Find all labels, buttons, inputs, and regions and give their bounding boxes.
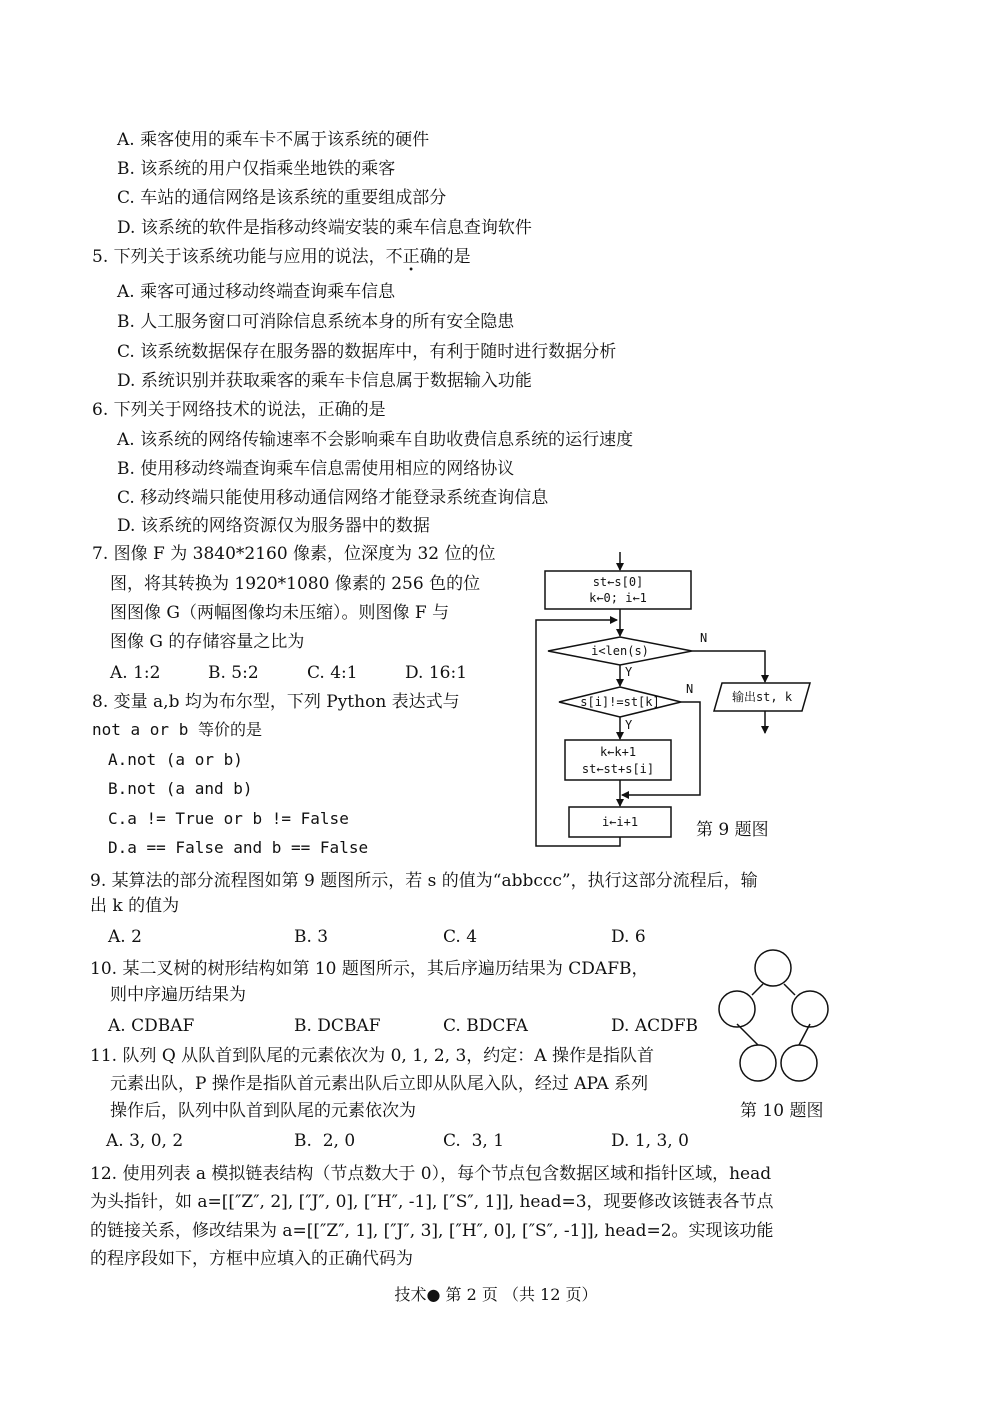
q6-option-a: A. 该系统的网络传输速率不会影响乘车自助收费信息系统的运行速度 (117, 430, 634, 450)
tree-node-root (755, 950, 791, 986)
q7-line-3: 图图像 G（两幅图像均未压缩）。则图像 F 与 (110, 603, 450, 623)
q11-option-a: A. 3, 0, 2 (106, 1131, 184, 1151)
q7-option-a: A. 1:2 (110, 663, 161, 683)
yes-label-2: Y (625, 718, 633, 732)
q10-option-c: C. BDCFA (443, 1016, 528, 1036)
q11-option-c: C. 3, 1 (443, 1131, 505, 1151)
q10-option-d: D. ACDFB (611, 1016, 699, 1036)
q7-option-b: B. 5:2 (208, 663, 259, 683)
q11-line-3: 操作后，队列中队首到队尾的元素依次为 (110, 1101, 416, 1121)
q10-line-2: 则中序遍历结果为 (110, 985, 246, 1005)
q4-option-a: A. 乘客使用的乘车卡不属于该系统的硬件 (117, 130, 430, 150)
q7-option-c: C. 4:1 (307, 663, 358, 683)
tree-node-left (719, 991, 755, 1027)
q6-option-d: D. 该系统的网络资源仅为服务器中的数据 (117, 516, 430, 536)
q11-line-2: 元素出队，P 操作是指队首元素出队后立即从队尾入队，经过 APA 系列 (110, 1074, 649, 1094)
q10-line-1: 10. 某二叉树的树形结构如第 10 题图所示，其后序遍历结果为 CDAFB， (90, 959, 649, 979)
increment-label: i←i+1 (601, 815, 639, 829)
q8-option-a: A.not (a or b) (108, 750, 243, 769)
q12-line-3: 的链接关系，修改结果为 a=[[″Z″, 1], [″J″, 3], [″H″, 0], [″S″, -1]], head=2。实现该功能 (90, 1221, 774, 1241)
q11-option-b: B. 2, 0 (294, 1131, 356, 1151)
q6-option-b: B. 使用移动终端查询乘车信息需使用相应的网络协议 (117, 459, 515, 479)
q4-option-d: D. 该系统的软件是指移动终端安装的乘车信息查询软件 (117, 218, 532, 238)
q8-line-1: 8. 变量 a,b 均为布尔型，下列 Python 表达式与 (92, 692, 460, 712)
q12-line-2: 为头指针，如 a=[[″Z″, 2], [″J″, 0], [″H″, -1], [″S″, 1]], head=3，现要修改该链表各节点 (90, 1192, 774, 1212)
q12-line-4: 的程序段如下，方框中应填入的正确代码为 (90, 1249, 413, 1269)
q5-option-c: C. 该系统数据保存在服务器的数据库中，有利于随时进行数据分析 (117, 342, 617, 362)
q5-option-b: B. 人工服务窗口可消除信息系统本身的所有安全隐患 (117, 312, 515, 332)
q4-option-c: C. 车站的通信网络是该系统的重要组成部分 (117, 188, 447, 208)
no-label-2: N (686, 682, 694, 696)
yes-label-1: Y (625, 665, 633, 679)
compare-condition-label: s[i]!=st[k] (580, 695, 660, 709)
q7-line-2: 图，将其转换为 1920*1080 像素的 256 色的位 (110, 574, 481, 594)
no-label-1: N (700, 631, 708, 645)
q7-option-d: D. 16:1 (405, 663, 468, 683)
q8-option-c: C.a != True or b != False (108, 809, 349, 828)
q6-option-c: C. 移动终端只能使用移动通信网络才能登录系统查询信息 (117, 488, 549, 508)
tree-node-right (792, 991, 828, 1027)
page-footer: 技术● 第 2 页 （共 12 页） (394, 1285, 598, 1304)
q6-stem: 6. 下列关于网络技术的说法，正确的是 (92, 400, 386, 420)
q10-option-a: A. CDBAF (108, 1016, 195, 1036)
figure-10-caption: 第 10 题图 (740, 1101, 824, 1121)
q5-option-d: D. 系统识别并获取乘客的乘车卡信息属于数据输入功能 (117, 371, 532, 391)
loop-condition-label: i<len(s) (591, 644, 649, 658)
q11-option-d: D. 1, 3, 0 (611, 1131, 689, 1151)
q7-line-4: 图像 G 的存储容量之比为 (110, 632, 305, 652)
q10-option-b: B. DCBAF (294, 1016, 381, 1036)
q7-line-1: 7. 图像 F 为 3840*2160 像素，位深度为 32 位的位 (92, 544, 496, 564)
update-line-2: st←st+s[i] (581, 762, 655, 776)
q9-line-1: 9. 某算法的部分流程图如第 9 题图所示，若 s 的值为“abbccc”，执行这部分流程后，输 (90, 871, 758, 891)
q8-option-b: B.not (a and b) (108, 779, 253, 798)
output-label: 输出st, k (731, 690, 793, 704)
q9-option-b: B. 3 (294, 927, 329, 947)
q8-line-2: not a or b 等价的是 (92, 720, 262, 739)
q5-stem-text: 5. 下列关于该系统功能与应用的说法， (92, 247, 386, 267)
q5-stem-emphasis: 不正确 (385, 247, 437, 267)
init-line-1: st←s[0] (592, 575, 644, 589)
q12-line-1: 12. 使用列表 a 模拟链表结构（节点数大于 0），每个节点包含数据区域和指针区域，head (90, 1164, 772, 1184)
q8-option-d: D.a == False and b == False (108, 838, 369, 857)
q9-line-2: 出 k 的值为 (90, 896, 180, 916)
update-line-1: k←k+1 (599, 745, 637, 759)
figure-9-caption: 第 9 题图 (696, 820, 769, 840)
q11-line-1: 11. 队列 Q 从队首到队尾的元素依次为 0, 1, 2, 3，约定：A 操作是指队首 (90, 1046, 654, 1066)
tree-node-right-left (781, 1045, 817, 1081)
tree-node-left-right (740, 1045, 776, 1081)
init-line-2: k←0; i←1 (589, 591, 647, 605)
q9-option-a: A. 2 (108, 927, 142, 947)
q9-option-c: C. 4 (443, 927, 478, 947)
q9-option-d: D. 6 (611, 927, 646, 947)
q5-option-a: A. 乘客可通过移动终端查询乘车信息 (117, 282, 396, 302)
q4-option-b: B. 该系统的用户仅指乘坐地铁的乘客 (117, 159, 396, 179)
q5-stem-end: 的是 (436, 247, 471, 267)
